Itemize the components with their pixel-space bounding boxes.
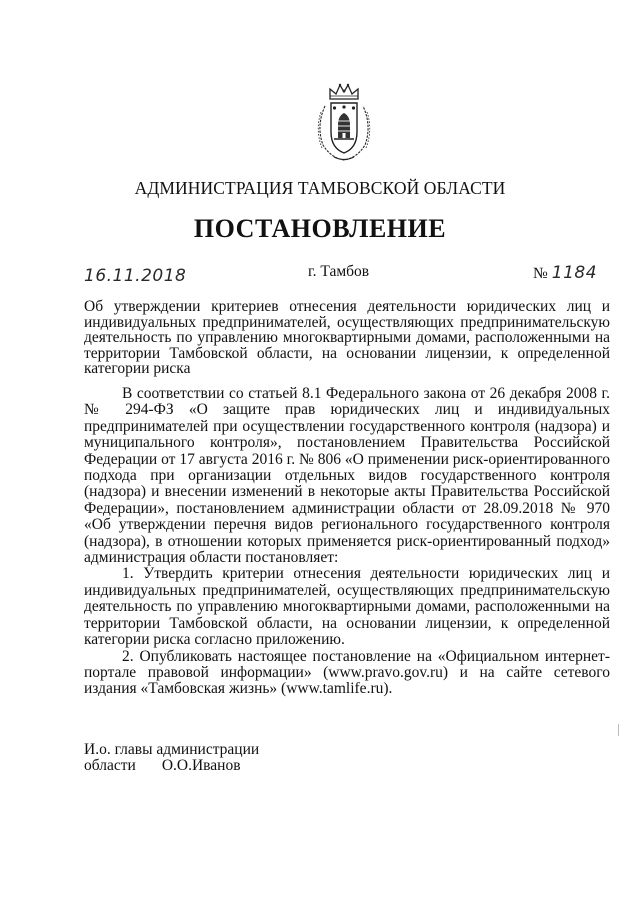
document-type: ПОСТАНОВЛЕНИЕ (193, 214, 447, 243)
number-value: 1184 (551, 263, 598, 283)
number-label: № (533, 265, 548, 282)
tambov-coat-of-arms-icon (312, 82, 376, 162)
document-subject: Об утверждении критериев отнесения деятельности юридических лиц и индивидуальных предпринимателей, осуществляющих предпринимательскую деятельность по управлению многоквартирными домами, расположенными на территории Тамбовской области, на основании лицензии, к определенной категории риска (84, 298, 610, 377)
document-date: 16.11.2018 (84, 266, 187, 286)
organization-name: АДМИНИСТРАЦИЯ ТАМБОВСКОЙ ОБЛАСТИ (134, 178, 506, 198)
document-body (84, 386, 610, 698)
document-number (533, 263, 597, 283)
signer-position-line1: И.о. главы администрации (84, 741, 260, 758)
preamble-paragraph: В соответствии со статьей 8.1 Федерального закона от 26 декабря 2008 г. № 294-ФЗ «О защите прав юридических лиц и индивидуальных предпринимателей при осуществлении государственного контроля (надзора) и муниципального контроля», постановлением Правительства Российской Федерации от 17 августа 2016 г. № 806 «О применении риск-ориентированного подхода при организации отдельных видов государственного контроля (надзора) и внесении изменений в некоторые акты Правительства Российской Федерации», постановлением администрации области от 28.09.2018 № 970 «Об утверждении перечня видов регионального государственного контроля (надзора), в отношении которых применяется риск-ориентированный подход» администрация области постановляет: (84, 385, 610, 567)
signature-block (84, 742, 259, 774)
item-1-paragraph: 1. Утвердить критерии отнесения деятельности юридических лиц и индивидуальных предпринимателей, осуществляющих предпринимательскую деятельность по управлению многоквартирными домами, расположенными на территории Тамбовской области, на основании лицензии, к определенной категории риска согласно приложению. (84, 565, 610, 649)
document-city: г. Тамбов (308, 263, 370, 280)
item-2-paragraph: 2. Опубликовать настоящее постановление на «Официальном интернет-портале правовой информации» (www.pravo.gov.ru) и на сайте сетевого издания «Тамбовская жизнь» (www.tamlife.ru). (84, 647, 610, 698)
margin-mark (618, 724, 619, 736)
signer-position-line2: области (84, 757, 136, 774)
signer-name: О.О.Иванов (161, 757, 241, 774)
